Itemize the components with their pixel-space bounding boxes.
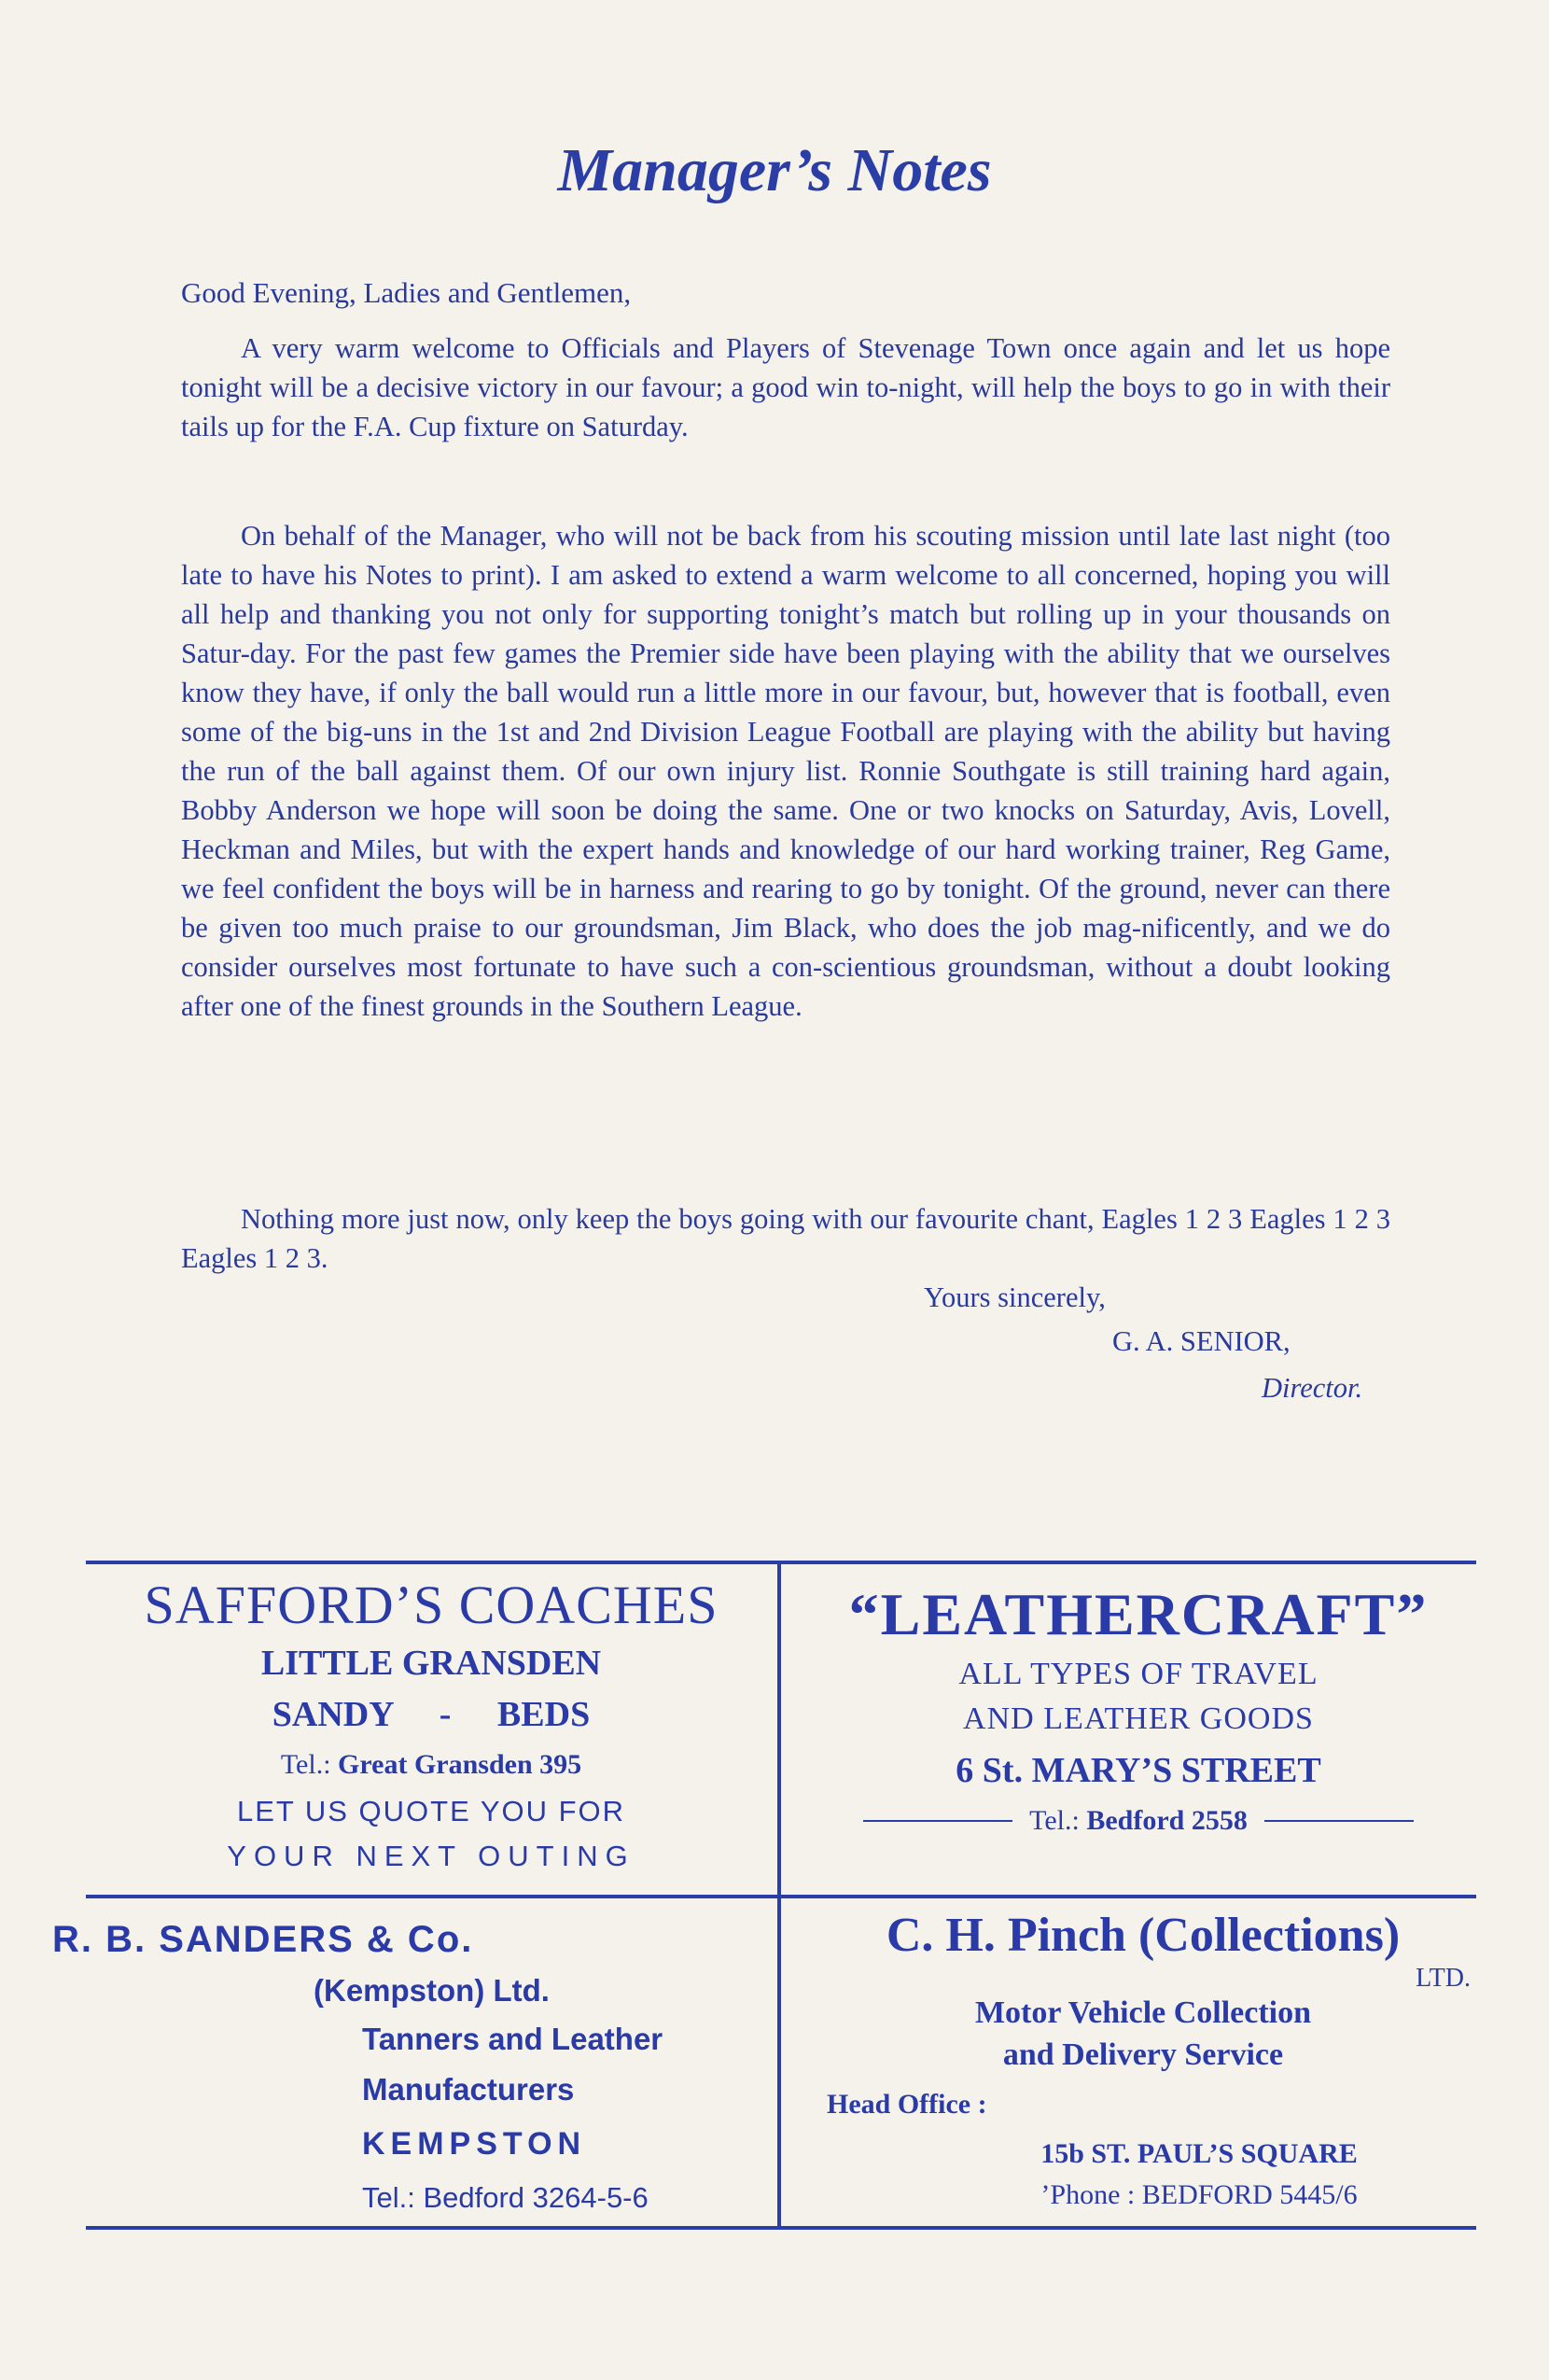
ad-saffords-line3: LET US QUOTE YOU FOR	[236, 1795, 626, 1827]
divider-middle	[86, 1895, 1476, 1898]
ad-sanders	[52, 1911, 761, 2223]
ad-pinch-ltd: LTD.	[1416, 1964, 1471, 1993]
ad-saffords-line2: SANDY - BEDS	[272, 1695, 591, 1734]
ad-leathercraft-name: “LEATHERCRAFT”	[848, 1581, 1429, 1647]
ad-leathercraft-line1: ALL TYPES OF TRAVEL	[958, 1657, 1319, 1691]
ad-saffords-tel	[86, 1741, 776, 1789]
divider-top	[86, 1561, 1476, 1564]
paragraph-closing: Nothing more just now, only keep the boys going with our favourite chant, Eagles 1 2 3 Eagles 1 2 3 Eagles 1 2 3.	[181, 1203, 1390, 1274]
signature-role: Director.	[1262, 1372, 1363, 1404]
ad-sanders-line3: Manufacturers	[362, 2072, 575, 2107]
ad-sanders-town: KEMPSTON	[362, 2126, 587, 2162]
ad-sanders-name: R. B. SANDERS & Co.	[52, 1919, 474, 1960]
paragraph-main: On behalf of the Manager, who will not be back from his scouting mission until late last night (too late to have his Notes to print). I am asked to extend a warm welcome to all concerned, hoping you will all help and thanking you not only for supporting tonight’s match but rolling up in your thousands on Satur-day. For the past few games the Premier side have been playing with the ability that we ourselves know they have, if only the ball would run a little more in our favour, but, however that is football, even some of the big-uns in the 1st and 2nd Division League Football are playing with the ability but having the run of the ball against them. Of our own injury list. Ronnie Southgate is still training hard again, Bobby Anderson we hope will soon be doing the same. One or two knocks on Saturday, Avis, Lovell, Heckman and Miles, but with the expert hands and knowledge of our hard working trainer, Reg Game, we feel confident the boys will be in harness and rearing to go by tonight. Of the ground, never can there be given too much praise to our groundsman, Jim Black, who does the job mag-nificently, and we do consider ourselves most fortunate to have such a con-scientious groundsman, without a doubt looking after one of the finest grounds in the Southern League.	[181, 520, 1390, 1022]
ad-leathercraft-tel	[793, 1799, 1484, 1842]
ad-pinch-name: C. H. Pinch (Collections)	[886, 1909, 1401, 1962]
ad-pinch-line1: Motor Vehicle Collection	[974, 1995, 1312, 2030]
closing-text: Yours sincerely,	[924, 1281, 1106, 1313]
ad-leathercraft-address: 6 St. MARY’S STREET	[956, 1751, 1321, 1790]
ad-pinch	[802, 1906, 1484, 2216]
ad-saffords-line4: YOUR NEXT OUTING	[227, 1840, 635, 1872]
ad-sanders-line1: (Kempston) Ltd.	[314, 1973, 550, 2008]
ad-leathercraft-line2: AND LEATHER GOODS	[963, 1701, 1314, 1736]
ad-leathercraft-tel-label: Tel.:	[1029, 1805, 1080, 1836]
ad-leathercraft-tel-number: Bedford 2558	[1086, 1805, 1248, 1836]
ad-saffords-line1: LITTLE GRANSDEN	[260, 1644, 602, 1683]
ad-pinch-head: Head Office :	[827, 2089, 987, 2120]
ad-saffords-coaches	[86, 1573, 776, 1879]
ad-saffords-tel-number: Great Gransden 395	[338, 1749, 582, 1780]
rule-left	[863, 1820, 1012, 1822]
page-title: Manager’s Notes	[557, 136, 992, 204]
ad-pinch-phone: ’Phone : BEDFORD 5445/6	[1040, 2179, 1358, 2210]
ad-sanders-line2: Tanners and Leather	[362, 2022, 663, 2056]
divider-vertical	[777, 1561, 781, 2230]
divider-bottom	[86, 2226, 1476, 2230]
ad-sanders-tel: Tel.: Bedford 3264-5-6	[362, 2181, 649, 2214]
ad-leathercraft	[793, 1577, 1484, 1842]
ad-saffords-tel-label: Tel.:	[280, 1749, 331, 1780]
salutation: Good Evening, Ladies and Gentlemen,	[181, 276, 632, 309]
ad-pinch-address: 15b ST. PAUL’S SQUARE	[1040, 2138, 1358, 2169]
ad-pinch-line2: and Delivery Service	[1002, 2037, 1284, 2072]
ad-saffords-name: SAFFORD’S COACHES	[144, 1575, 719, 1635]
signature-name: G. A. SENIOR,	[1112, 1325, 1291, 1357]
paragraph-welcome: A very warm welcome to Officials and Players of Stevenage Town once again and let us hope tonight will be a decisive victory in our favour; a good win to-night, will help the boys to go in with their tails up for the F.A. Cup fixture on Saturday.	[181, 332, 1390, 442]
rule-right	[1264, 1820, 1414, 1822]
